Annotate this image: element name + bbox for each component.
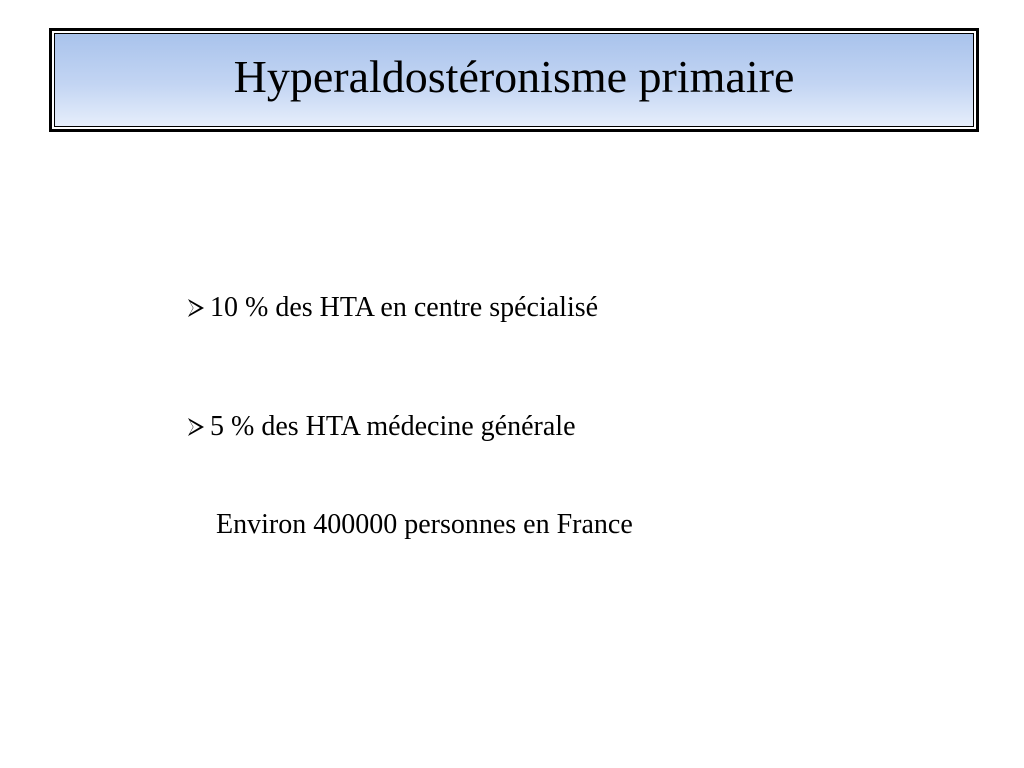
title-frame [49, 28, 979, 132]
bullet-item-2 [186, 413, 576, 441]
bullet-item-1 [186, 294, 598, 322]
arrow-bullet-icon [186, 297, 206, 319]
title-banner [54, 33, 974, 127]
bullet-text-1: 10 % des HTA en centre spécialisé [210, 292, 599, 323]
bullet-text-2: 5 % des HTA médecine générale [210, 411, 576, 442]
arrow-bullet-icon [186, 416, 206, 438]
population-note: Environ 400000 personnes en France [216, 509, 633, 540]
slide-title: Hyperaldostéronisme primaire [233, 51, 795, 102]
